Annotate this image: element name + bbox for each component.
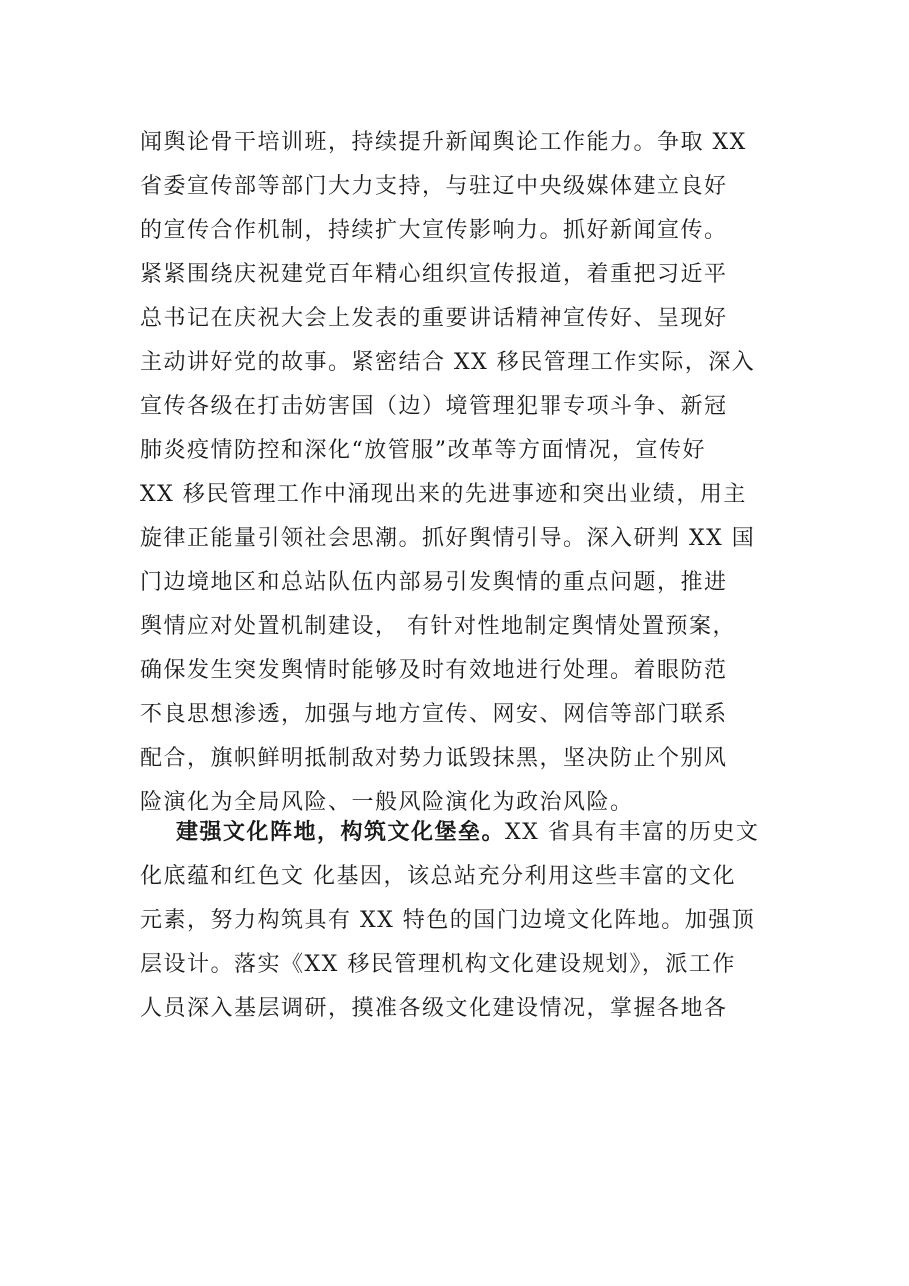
text-line: 宣传各级在打击妨害国（边）境管理犯罪专项斗争、新冠 xyxy=(140,394,728,419)
section-heading: 建强文化阵地，构筑文化堡垒。 xyxy=(176,820,506,845)
text-line: 旋律正能量引领社会思潮。抓好舆情引导。深入研判 XX 国 xyxy=(140,526,756,551)
text-line: 人员深入基层调研，摸准各级文化建设情况，掌握各地各 xyxy=(140,996,728,1021)
text-line: 层设计。落实《XX 移民管理机构文化建设规划》，派工作 xyxy=(140,952,736,977)
text-line: XX 移民管理工作中涌现出来的先进事迹和突出业绩，用主 xyxy=(140,482,747,507)
text-line: 省委宣传部等部门大力支持，与驻辽中央级媒体建立良好 xyxy=(140,174,728,199)
text-line: 不良思想渗透，加强与地方宣传、网安、网信等部门联系 xyxy=(140,702,728,727)
text-line: 化底蕴和红色文 化基因，该总站充分利用这些丰富的文化 xyxy=(140,864,736,889)
text-line: 肺炎疫情防控和深化“放管服”改革等方面情况，宣传好 xyxy=(140,438,706,463)
text-line: 险演化为全局风险、一般风险演化为政治风险。 xyxy=(140,790,634,815)
heading-continuation: XX 省具有丰富的历史文 xyxy=(505,820,760,845)
text-line: 元素，努力构筑具有 XX 特色的国门边境文化阵地。加强顶 xyxy=(140,908,756,933)
text-line xyxy=(176,818,759,848)
text-line: 配合，旗帜鲜明抵制敌对势力诋毁抹黑，坚决防止个别风 xyxy=(140,746,728,771)
text-line: 门边境地区和总站队伍内部易引发舆情的重点问题，推进 xyxy=(140,570,728,595)
text-line: 闻舆论骨干培训班，持续提升新闻舆论工作能力。争取 XX xyxy=(140,130,747,155)
text-line: 舆情应对处置机制建设， 有针对性地制定舆情处置预案， xyxy=(140,614,736,639)
text-line: 确保发生突发舆情时能够及时有效地进行处理。着眼防范 xyxy=(140,658,728,683)
text-line: 总书记在庆祝大会上发表的重要讲话精神宣传好、呈现好 xyxy=(140,306,728,331)
text-line: 的宣传合作机制，持续扩大宣传影响力。抓好新闻宣传。 xyxy=(140,218,728,243)
text-line: 主动讲好党的故事。紧密结合 XX 移民管理工作实际，深入 xyxy=(140,350,756,375)
text-line: 紧紧围绕庆祝建党百年精心组织宣传报道，着重把习近平 xyxy=(140,262,728,287)
